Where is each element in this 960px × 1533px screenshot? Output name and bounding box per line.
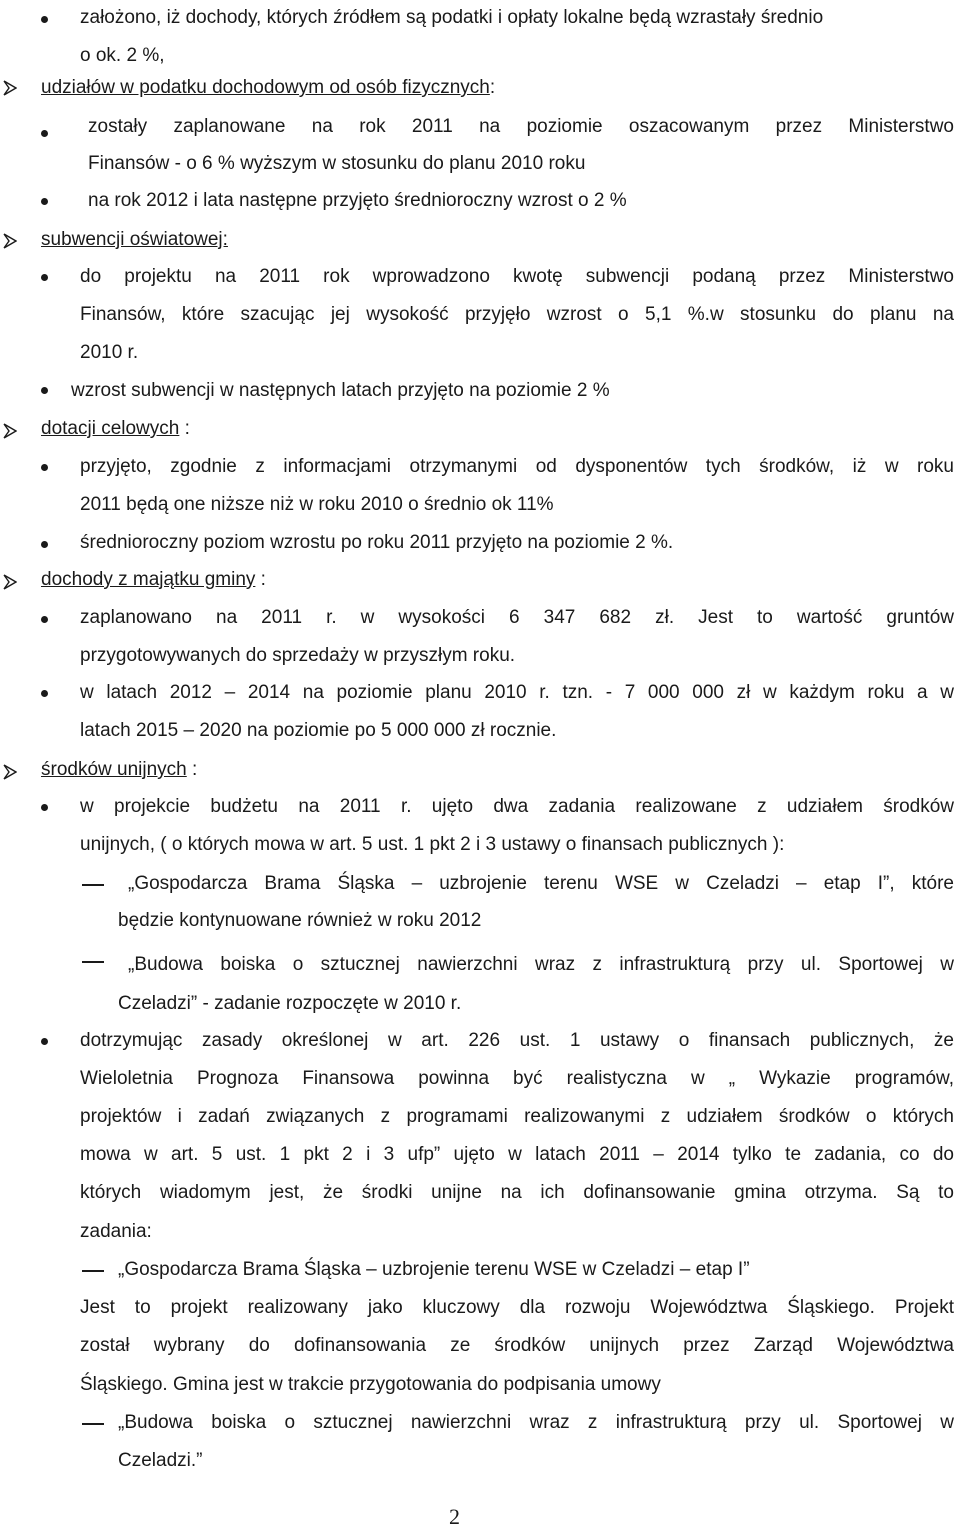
bullet-icon (41, 16, 48, 23)
bullet-icon (41, 274, 48, 281)
bullet-icon (41, 387, 48, 394)
section-heading-dotacje (41, 410, 190, 448)
text-line: zaplanowano na 2011 r. w wysokości 6 347 682 zł. Jest to wartość gruntów (80, 607, 954, 628)
text-line: w projekcie budżetu na 2011 r. ujęto dwa zadania realizowane z udziałem środków (80, 796, 954, 817)
section-heading-pit (41, 69, 495, 107)
page-number: 2 (449, 1504, 460, 1529)
text-line: Jest to projekt realizowany jako kluczowy dla rozwoju Województwa Śląskiego. Projekt (80, 1297, 954, 1318)
section-heading-text: subwencji oświatowej: (41, 229, 228, 250)
text-line: 2011 będą one niższe niż w roku 2010 o średnio ok 11% (80, 494, 554, 515)
bullet-icon (41, 130, 48, 137)
text-line: unijnych, ( o których mowa w art. 5 ust. 1 pkt 2 i 3 ustawy o finansach publicznych ): (80, 834, 785, 855)
text-line: latach 2015 – 2020 na poziomie po 5 000 000 zł rocznie. (80, 720, 557, 741)
text-line: średnioroczny poziom wzrostu po roku 2011 przyjęto na poziomie 2 %. (80, 532, 674, 553)
text-line: Śląskiego. Gmina jest w trakcie przygotowania do podpisania umowy (80, 1374, 661, 1395)
text-line: „Budowa boiska o sztucznej nawierzchni wraz z infrastrukturą przy ul. Sportowej w (118, 1412, 954, 1433)
bullet-icon (41, 541, 48, 548)
section-heading-text: dochody z majątku gminy (41, 569, 256, 590)
text-line: mowa w art. 5 ust. 1 pkt 2 i 3 ufp” ujęto w latach 2011 – 2014 tylko te zadania, co do (80, 1144, 954, 1165)
bullet-icon (41, 690, 48, 697)
text-line: na rok 2012 i lata następne przyjęto średnioroczny wzrost o 2 % (88, 190, 627, 211)
text-line: założono, iż dochody, których źródłem są podatki i opłaty lokalne będą wzrastały średnio (80, 7, 824, 28)
text-line: przygotowywanych do sprzedaży w przyszłym roku. (80, 645, 516, 666)
bullet-icon (41, 198, 48, 205)
bullet-icon (41, 464, 48, 471)
text-line: Czeladzi.” (118, 1450, 203, 1471)
bullet-icon (41, 804, 48, 811)
text-line: dotrzymując zasady określonej w art. 226 ust. 1 ustawy o finansach publicznych, że (80, 1030, 954, 1051)
text-line: w latach 2012 – 2014 na poziomie planu 2010 r. tzn. - 7 000 000 zł w każdym roku a w (80, 682, 954, 703)
heading-colon: : (179, 418, 190, 439)
text-line: „Budowa boiska o sztucznej nawierzchni wraz z infrastrukturą przy ul. Sportowej w (128, 954, 954, 975)
section-heading-majatek (41, 561, 266, 599)
dash-bullet-icon (82, 884, 104, 886)
text-line: „Gospodarcza Brama Śląska – uzbrojenie terenu WSE w Czeladzi – etap I”, które (128, 873, 954, 894)
heading-colon: : (489, 77, 496, 98)
text-line: Finansów - o 6 % wyższym w stosunku do planu 2010 roku (88, 153, 586, 174)
text-line: do projektu na 2011 rok wprowadzono kwotę subwencji podaną przez Ministerstwo (80, 266, 954, 287)
heading-colon: : (255, 569, 266, 590)
text-line: „Gospodarcza Brama Śląska – uzbrojenie terenu WSE w Czeladzi – etap I” (118, 1259, 750, 1280)
dash-bullet-icon (82, 1423, 104, 1425)
heading-colon: : (186, 759, 198, 780)
bullet-icon (41, 616, 48, 623)
section-heading-text: dotacji celowych (41, 418, 180, 439)
text-line: o ok. 2 %, (80, 45, 165, 66)
text-line: projektów i zadań związanych z programami realizowanymi z udziałem środków o których (80, 1106, 954, 1127)
bullet-icon (41, 1038, 48, 1045)
section-heading-text: udziałów w podatku dochodowym od osób fizycznych (41, 77, 490, 98)
section-heading-subwencja (41, 221, 228, 259)
text-line: zadania: (80, 1221, 152, 1242)
dash-bullet-icon (82, 961, 104, 963)
text-line: wzrost subwencji w następnych latach przyjęto na poziomie 2 % (71, 380, 610, 401)
text-line: Finansów, które szacując jej wysokość przyjęło wzrost o 5,1 %.w stosunku do planu na (80, 304, 954, 325)
section-heading-text: środków unijnych (41, 759, 187, 780)
text-line: przyjęto, zgodnie z informacjami otrzymanymi od dysponentów tych środków, iż w roku (80, 456, 954, 477)
text-line: Czeladzi” - zadanie rozpoczęte w 2010 r. (118, 993, 462, 1014)
text-line: zostały zaplanowane na rok 2011 na poziomie oszacowanym przez Ministerstwo (88, 116, 954, 137)
text-line: których wiadomym jest, że środki unijne na ich dofinansowanie gmina otrzyma. Są to (80, 1182, 954, 1203)
text-line: Wieloletnia Prognoza Finansowa powinna być realistyczna w „ Wykazie programów, (80, 1068, 954, 1089)
section-heading-unijne (41, 751, 197, 789)
text-line: został wybrany do dofinansowania ze środków unijnych przez Zarząd Województwa (80, 1335, 954, 1356)
text-line: 2010 r. (80, 342, 139, 363)
dash-bullet-icon (82, 1270, 104, 1272)
text-line: będzie kontynuowane również w roku 2012 (118, 910, 482, 931)
